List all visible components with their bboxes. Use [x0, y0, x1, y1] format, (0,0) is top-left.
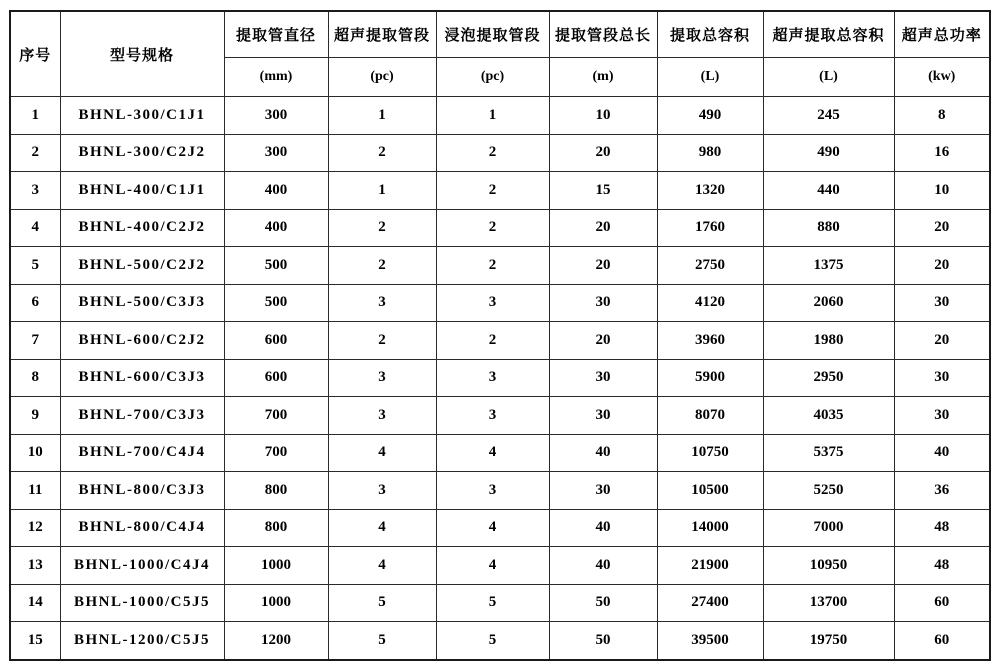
cell-serial: 15 [10, 622, 60, 660]
table-cell: 2 [436, 209, 549, 247]
cell-model: BHNL-600/C3J3 [60, 359, 224, 397]
column-header-total-volume: 提取总容积 [657, 11, 763, 58]
column-header-serial: 序号 [10, 11, 60, 97]
table-cell: 50 [549, 584, 657, 622]
table-cell: 3 [328, 472, 436, 510]
table-body [10, 97, 990, 660]
table-cell: 4 [436, 434, 549, 472]
table-cell: 980 [657, 134, 763, 172]
table-cell: 300 [224, 97, 328, 135]
table-cell: 3 [436, 359, 549, 397]
table-cell: 3 [436, 397, 549, 435]
table-cell: 19750 [763, 622, 894, 660]
table-cell: 2 [328, 247, 436, 285]
table-cell: 880 [763, 209, 894, 247]
table-cell: 2950 [763, 359, 894, 397]
cell-serial: 1 [10, 97, 60, 135]
table-cell: 1 [328, 172, 436, 210]
table-cell: 39500 [657, 622, 763, 660]
table-cell: 30 [549, 472, 657, 510]
table-cell: 48 [894, 509, 990, 547]
table-cell: 16 [894, 134, 990, 172]
cell-serial: 8 [10, 359, 60, 397]
table-cell: 30 [894, 397, 990, 435]
table-cell: 2 [328, 134, 436, 172]
table-cell: 700 [224, 397, 328, 435]
table-cell: 3 [436, 472, 549, 510]
table-row [10, 322, 990, 360]
table-cell: 5375 [763, 434, 894, 472]
table-cell: 1000 [224, 547, 328, 585]
table-cell: 20 [549, 322, 657, 360]
table-cell: 30 [894, 359, 990, 397]
table-cell: 1200 [224, 622, 328, 660]
table-cell: 30 [894, 284, 990, 322]
unit-soak-sections: (pc) [436, 58, 549, 97]
cell-serial: 14 [10, 584, 60, 622]
table-cell: 40 [549, 509, 657, 547]
table-cell: 20 [549, 134, 657, 172]
cell-model: BHNL-1000/C5J5 [60, 584, 224, 622]
table-cell: 400 [224, 209, 328, 247]
table-cell: 5 [436, 584, 549, 622]
table-cell: 5 [328, 622, 436, 660]
table-cell: 8 [894, 97, 990, 135]
table-cell: 10750 [657, 434, 763, 472]
table-cell: 50 [549, 622, 657, 660]
table-cell: 600 [224, 322, 328, 360]
table-cell: 20 [894, 247, 990, 285]
unit-ultrasonic-sections: (pc) [328, 58, 436, 97]
table-row [10, 397, 990, 435]
cell-serial: 12 [10, 509, 60, 547]
cell-serial: 2 [10, 134, 60, 172]
cell-serial: 11 [10, 472, 60, 510]
table-cell: 490 [657, 97, 763, 135]
column-header-tube-diameter: 提取管直径 [224, 11, 328, 58]
cell-model: BHNL-500/C2J2 [60, 247, 224, 285]
unit-ultrasonic-volume: (L) [763, 58, 894, 97]
table-cell: 7000 [763, 509, 894, 547]
unit-total-volume: (L) [657, 58, 763, 97]
table-cell: 1375 [763, 247, 894, 285]
table-cell: 60 [894, 622, 990, 660]
table-cell: 1 [328, 97, 436, 135]
table-row [10, 472, 990, 510]
cell-model: BHNL-300/C1J1 [60, 97, 224, 135]
table-cell: 27400 [657, 584, 763, 622]
table-cell: 3 [328, 397, 436, 435]
column-header-ultrasonic-sections: 超声提取管段 [328, 11, 436, 58]
table-cell: 490 [763, 134, 894, 172]
column-header-total-length: 提取管段总长 [549, 11, 657, 58]
cell-model: BHNL-500/C3J3 [60, 284, 224, 322]
table-cell: 500 [224, 247, 328, 285]
table-row [10, 359, 990, 397]
table-cell: 3 [328, 359, 436, 397]
table-cell: 10950 [763, 547, 894, 585]
cell-model: BHNL-1000/C4J4 [60, 547, 224, 585]
table-cell: 20 [894, 209, 990, 247]
cell-model: BHNL-800/C4J4 [60, 509, 224, 547]
table-cell: 800 [224, 509, 328, 547]
table-row [10, 547, 990, 585]
table-cell: 30 [549, 284, 657, 322]
table-cell: 10 [549, 97, 657, 135]
cell-model: BHNL-400/C2J2 [60, 209, 224, 247]
table-cell: 10 [894, 172, 990, 210]
table-cell: 4 [436, 547, 549, 585]
table-cell: 8070 [657, 397, 763, 435]
unit-total-length: (m) [549, 58, 657, 97]
cell-model: BHNL-800/C3J3 [60, 472, 224, 510]
table-row [10, 209, 990, 247]
table-cell: 20 [549, 247, 657, 285]
table-cell: 2750 [657, 247, 763, 285]
table-row [10, 434, 990, 472]
table-cell: 1760 [657, 209, 763, 247]
table-cell: 1980 [763, 322, 894, 360]
cell-model: BHNL-400/C1J1 [60, 172, 224, 210]
table-cell: 5900 [657, 359, 763, 397]
table-cell: 3 [328, 284, 436, 322]
table-row [10, 509, 990, 547]
cell-model: BHNL-700/C3J3 [60, 397, 224, 435]
table-cell: 2060 [763, 284, 894, 322]
table-cell: 4 [436, 509, 549, 547]
table-cell: 1 [436, 97, 549, 135]
table-cell: 1000 [224, 584, 328, 622]
column-header-ultrasonic-power: 超声总功率 [894, 11, 990, 58]
table-cell: 10500 [657, 472, 763, 510]
cell-serial: 5 [10, 247, 60, 285]
cell-serial: 4 [10, 209, 60, 247]
table-cell: 600 [224, 359, 328, 397]
table-cell: 3960 [657, 322, 763, 360]
table-cell: 2 [436, 247, 549, 285]
column-header-model: 型号规格 [60, 11, 224, 97]
table-cell: 2 [328, 322, 436, 360]
cell-model: BHNL-1200/C5J5 [60, 622, 224, 660]
product-spec-table [9, 10, 991, 661]
table-row [10, 584, 990, 622]
table-row [10, 247, 990, 285]
unit-ultrasonic-power: (kw) [894, 58, 990, 97]
table-cell: 30 [549, 359, 657, 397]
table-cell: 500 [224, 284, 328, 322]
cell-model: BHNL-600/C2J2 [60, 322, 224, 360]
table-cell: 440 [763, 172, 894, 210]
table-cell: 40 [549, 547, 657, 585]
table-cell: 20 [894, 322, 990, 360]
table-cell: 20 [549, 209, 657, 247]
table-cell: 400 [224, 172, 328, 210]
table-cell: 2 [328, 209, 436, 247]
table-row [10, 172, 990, 210]
table-cell: 3 [436, 284, 549, 322]
table-cell: 36 [894, 472, 990, 510]
table-cell: 4 [328, 434, 436, 472]
table-cell: 4 [328, 547, 436, 585]
table-cell: 1320 [657, 172, 763, 210]
cell-serial: 7 [10, 322, 60, 360]
table-cell: 2 [436, 172, 549, 210]
table-cell: 30 [549, 397, 657, 435]
cell-model: BHNL-700/C4J4 [60, 434, 224, 472]
table-cell: 5 [328, 584, 436, 622]
table-row [10, 97, 990, 135]
cell-serial: 13 [10, 547, 60, 585]
table-cell: 4035 [763, 397, 894, 435]
table-cell: 4 [328, 509, 436, 547]
table-row [10, 622, 990, 660]
table-cell: 14000 [657, 509, 763, 547]
table-cell: 4120 [657, 284, 763, 322]
cell-model: BHNL-300/C2J2 [60, 134, 224, 172]
table-cell: 48 [894, 547, 990, 585]
table-header [10, 11, 990, 97]
table-cell: 40 [549, 434, 657, 472]
column-header-soak-sections: 浸泡提取管段 [436, 11, 549, 58]
table-cell: 700 [224, 434, 328, 472]
table-cell: 15 [549, 172, 657, 210]
table-cell: 2 [436, 134, 549, 172]
cell-serial: 9 [10, 397, 60, 435]
table-cell: 60 [894, 584, 990, 622]
unit-tube-diameter: (mm) [224, 58, 328, 97]
table-cell: 2 [436, 322, 549, 360]
table-cell: 300 [224, 134, 328, 172]
cell-serial: 10 [10, 434, 60, 472]
table-cell: 13700 [763, 584, 894, 622]
table-row [10, 134, 990, 172]
table-cell: 800 [224, 472, 328, 510]
table-cell: 21900 [657, 547, 763, 585]
header-label-row [10, 11, 990, 58]
cell-serial: 3 [10, 172, 60, 210]
table-row [10, 284, 990, 322]
table-cell: 5 [436, 622, 549, 660]
table-cell: 40 [894, 434, 990, 472]
cell-serial: 6 [10, 284, 60, 322]
table-cell: 245 [763, 97, 894, 135]
column-header-ultrasonic-volume: 超声提取总容积 [763, 11, 894, 58]
table-cell: 5250 [763, 472, 894, 510]
